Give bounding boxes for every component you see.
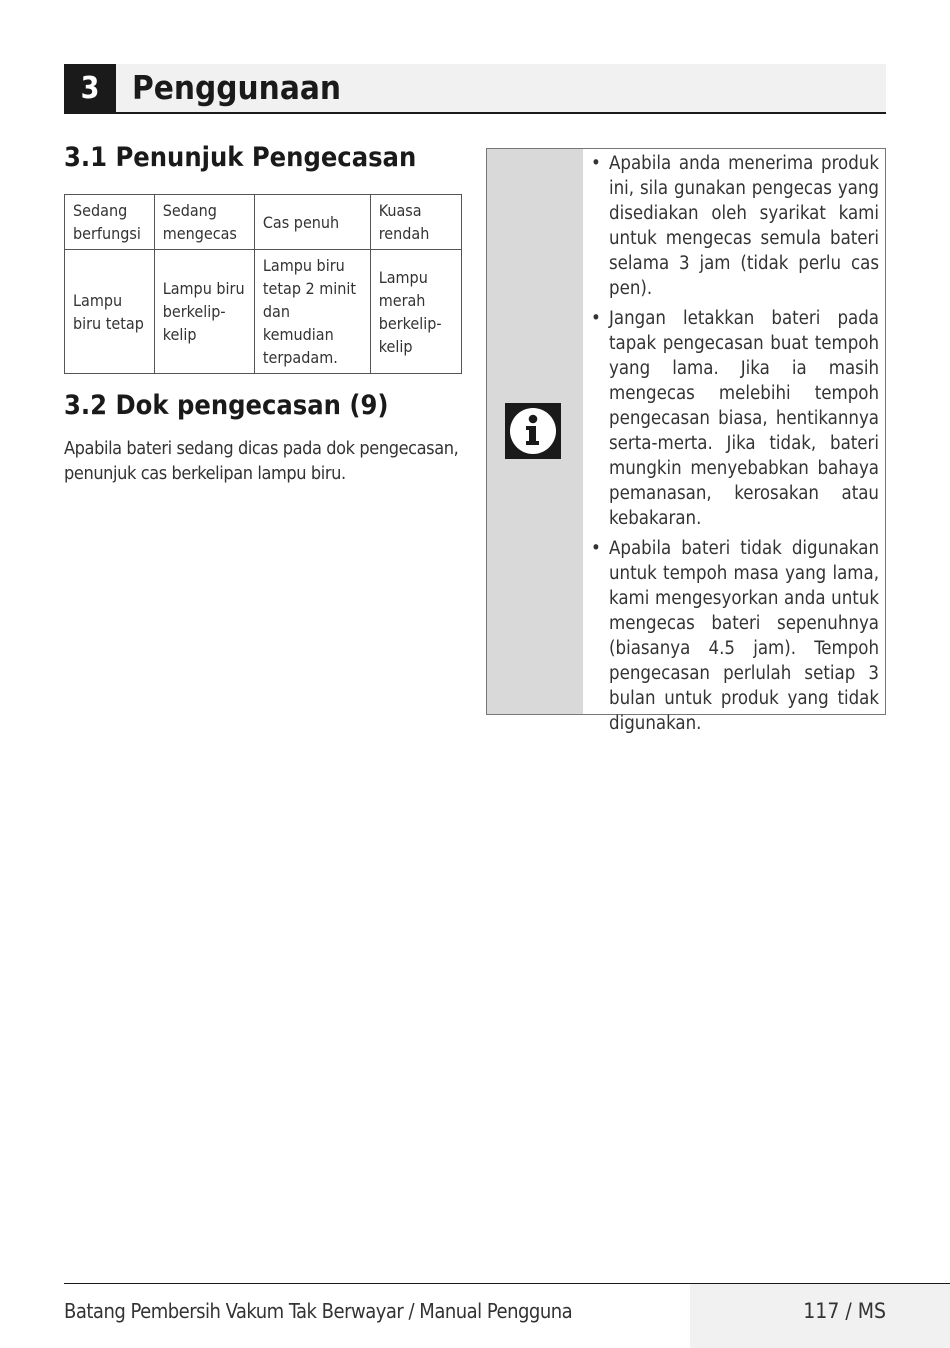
bullet: • <box>591 308 601 329</box>
table-header-cell: Kuasa rendah <box>370 195 461 250</box>
bullet: • <box>591 538 601 559</box>
footer-title: Batang Pembersih Vakum Tak Berwayar / Manual Pengguna <box>64 1299 573 1323</box>
list-item <box>591 151 879 301</box>
page-number: 117 / MS <box>803 1299 886 1323</box>
info-note-box <box>486 148 886 734</box>
note-text: Jangan letakkan bateri pada tapak pengecasan buat tempoh yang lama. Jika ia masih mengecas melebihi tempoh pengecasan biasa, hentikannya serta-merta. Jika tidak, bateri mungkin menyebabkan bahaya pemanasan, kerosakan atau kebakaran. <box>609 308 879 529</box>
chapter-number: 3 <box>64 64 116 112</box>
charging-indicator-table <box>64 194 462 374</box>
note-text: Apabila bateri tidak digunakan untuk tempoh masa yang lama, kami mengesyorkan anda untuk mengecas bateri sepenuhnya (biasanya 4.5 jam). Tempoh pengecasan perlulah setiap 3 bulan untuk produk yang tidak digunakan. <box>609 538 879 734</box>
chapter-title: Penggunaan <box>132 68 342 107</box>
table-cell: Lampu merah berkelip-kelip <box>370 250 461 374</box>
bullet: • <box>591 153 601 174</box>
section-heading-charging-dock: 3.2 Dok pengecasan (9) <box>64 390 389 421</box>
note-list <box>591 151 879 741</box>
table-header-row <box>65 195 462 250</box>
charging-dock-paragraph: Apabila bateri sedang dicas pada dok pengecasan, penunjuk cas berkelipan lampu biru. <box>64 438 459 484</box>
list-item <box>591 306 879 531</box>
table-header-cell: Cas penuh <box>254 195 370 250</box>
table-row <box>65 250 462 374</box>
table-cell: Lampu biru berkelip-kelip <box>154 250 254 374</box>
table-header-cell: Sedang mengecas <box>154 195 254 250</box>
info-icon <box>505 403 561 459</box>
table-cell: Lampu biru tetap <box>65 250 155 374</box>
section-heading-charging-indicator: 3.1 Penunjuk Pengecasan <box>64 142 417 173</box>
list-item <box>591 536 879 736</box>
note-text: Apabila anda menerima produk ini, sila gunakan pengecas yang disediakan oleh syarikat kami untuk mengecas semula bateri selama 3 jam (tidak perlu cas pen). <box>609 153 879 299</box>
table-header-cell: Sedang berfungsi <box>65 195 155 250</box>
note-sidebar <box>487 149 583 714</box>
chapter-header <box>64 64 886 114</box>
table-cell: Lampu biru tetap 2 minit dan kemudian terpadam. <box>254 250 370 374</box>
